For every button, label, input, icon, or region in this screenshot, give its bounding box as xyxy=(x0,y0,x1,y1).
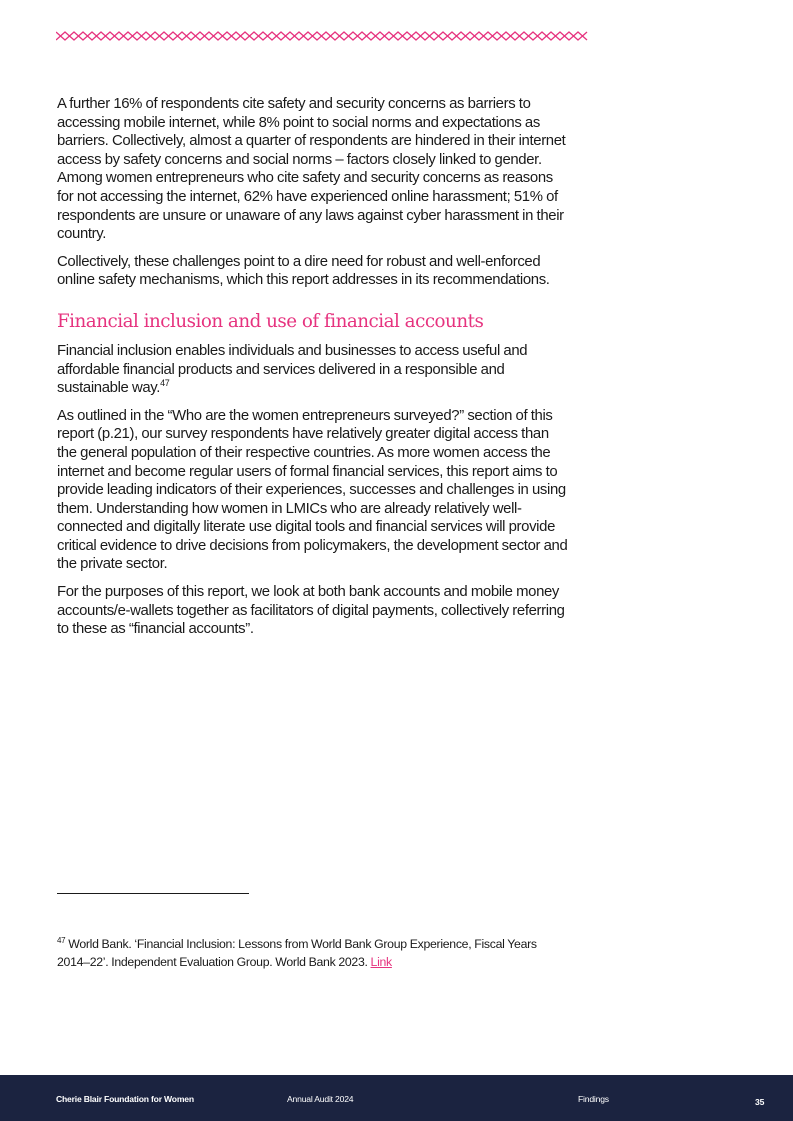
page-number: 35 xyxy=(755,1097,765,1107)
paragraph-text: Financial inclusion enables individuals and businesses to access useful and affordable financial products and services delivered in a responsible and sustainable way. xyxy=(57,342,528,397)
footer-report-title: Annual Audit 2024 xyxy=(287,1094,354,1104)
footnote-reference[interactable]: 47 xyxy=(160,378,170,389)
footnote xyxy=(57,936,557,971)
paragraph-financial-inclusion xyxy=(57,342,569,398)
page-footer xyxy=(0,1075,793,1121)
paragraph-survey-context: As outlined in the “Who are the women entrepreneurs surveyed?” section of this report (p.21), our survey respondents have relatively greater digital access than the general population of their respective countries. As more women access the internet and become regular users of formal financial services, this report aims to provide leading indicators of their experiences, successes and challenges in using them. Understanding how women in LMICs who are already relatively well-connected and digitally literate use digital tools and financial services will provide critical evidence to drive decisions from policymakers, the development sector and the private sector. xyxy=(57,407,568,573)
paragraph-safety-barriers: A further 16% of respondents cite safety and security concerns as barriers to accessing mobile internet, while 8% point to social norms and expectations as barriers. Collectively, almost a quarter of respondents are hindered in their internet access by safety concerns and social norms – factors closely linked to gender. Among women entrepreneurs who cite safety and security concerns as reasons for not accessing the internet, 62% have experienced online harassment; 51% of respondents are unsure or unaware of any laws against cyber harassment in their country. xyxy=(57,96,566,243)
decorative-zigzag-divider xyxy=(56,29,588,43)
paragraph-online-safety: Collectively, these challenges point to a dire need for robust and well-enforced online safety mechanisms, which this report addresses in its recommendations. xyxy=(57,253,550,289)
section-heading: Financial inclusion and use of financial accounts xyxy=(57,310,484,332)
footer-section-name: Findings xyxy=(578,1094,609,1104)
main-content xyxy=(57,95,569,639)
footnote-number: 47 xyxy=(57,936,66,945)
footnote-text: World Bank. ‘Financial Inclusion: Lessons from World Bank Group Experience, Fiscal Years 2014–22’. Independent Evaluation Group. World Bank 2023. xyxy=(57,937,537,969)
paragraph-financial-accounts: For the purposes of this report, we look at both bank accounts and mobile money accounts/e-wallets together as facilitators of digital payments, collectively referring to these as “financial accounts”. xyxy=(57,584,565,638)
footnote-link[interactable]: Link xyxy=(370,954,392,969)
footer-organization: Cherie Blair Foundation for Women xyxy=(56,1094,194,1104)
footnote-divider xyxy=(57,893,249,894)
